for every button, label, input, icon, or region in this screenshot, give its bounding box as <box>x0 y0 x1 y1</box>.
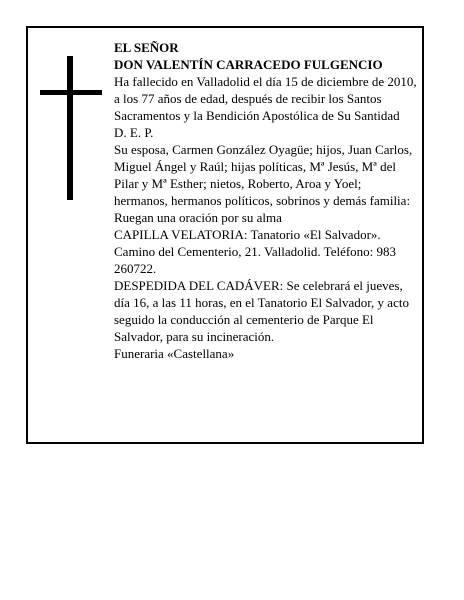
farewell-info: DESPEDIDA DEL CADÁVER: Se celebrará el jueves, día 16, a las 11 horas, en el Tanatorio El Salvador, y acto seguido la conducción al cementerio de Parque El Salvador, para su incineración. <box>114 278 409 344</box>
deceased-name: DON VALENTÍN CARRACEDO FULGENCIO <box>114 57 383 72</box>
chapel-info: CAPILLA VELATORIA: Tanatorio «El Salvador». Camino del Cementerio, 21. Valladolid. Teléfono: 983 260722. <box>114 227 397 276</box>
cross-icon <box>40 56 102 200</box>
cross-vertical-bar <box>67 56 73 200</box>
obituary-notice <box>26 26 424 444</box>
obituary-text <box>114 39 418 362</box>
funeral-home: Funeraria «Castellana» <box>114 346 235 361</box>
death-info: Ha fallecido en Valladolid el día 15 de diciembre de 2010, a los 77 años de edad, después de recibir los Santos Sacramentos y la Bendición Apostólica de Su Santidad <box>114 74 417 123</box>
family-list: Su esposa, Carmen González Oyagüe; hijos, Juan Carlos, Miguel Ángel y Raúl; hijas políticas, Mª Jesús, Mª del Pilar y Mª Esther; nietos, Roberto, Aroa y Yoel; hermanos, hermanos políticos, sobrinos y demás familia: <box>114 142 413 208</box>
prayer-request: Ruegan una oración por su alma <box>114 210 282 225</box>
rip-text: D. E. P. <box>114 125 154 140</box>
cross-horizontal-bar <box>40 90 102 95</box>
title-honorific: EL SEÑOR <box>114 40 179 55</box>
